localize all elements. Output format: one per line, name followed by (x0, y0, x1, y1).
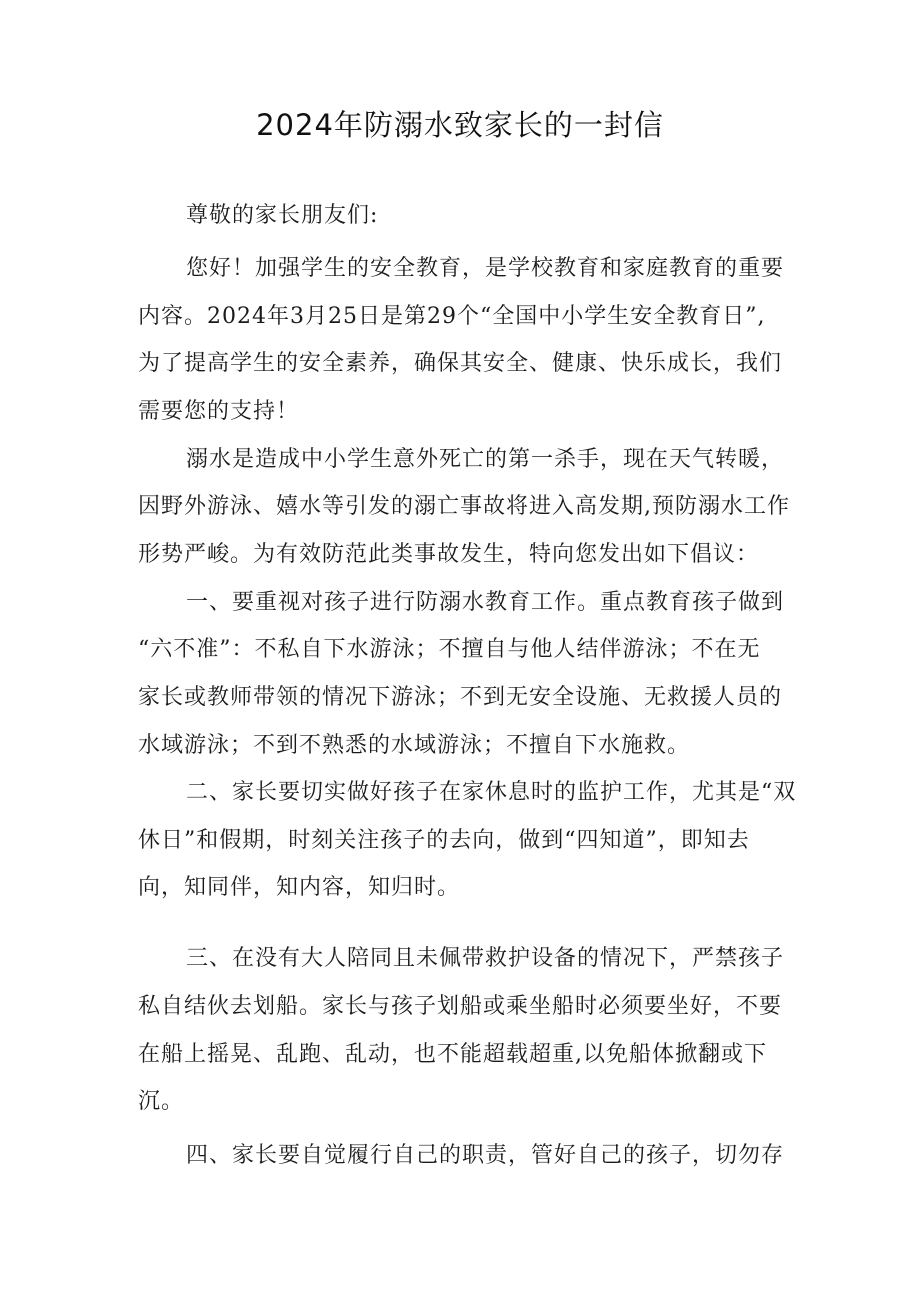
paragraph-line: 三、在没有大人陪同且未佩带救护设备的情况下，严禁孩子 (186, 946, 785, 971)
paragraph-line: 在船上摇晃、乱跑、乱动，也不能超载超重,以免船体掀翻或下 (138, 1042, 767, 1067)
paragraph-line: 向，知同伴，知内容，知归时。 (138, 875, 461, 900)
paragraph-line: 四、家长要自觉履行自己的职责，管好自己的孩子，切勿存 (186, 1143, 785, 1168)
document-title: 2024年防溺水致家长的一封信 (256, 108, 664, 142)
paragraph-line: 水域游泳；不到不熟悉的水域游泳；不擅自下水施救。 (138, 733, 691, 758)
paragraph-line: 需要您的支持！ (138, 399, 300, 424)
paragraph-line: 您好！加强学生的安全教育，是学校教育和家庭教育的重要 (186, 256, 785, 281)
paragraph-line: 一、要重视对孩子进行防溺水教育工作。重点教育孩子做到 (186, 590, 785, 615)
paragraph-line: 私自结伙去划船。家长与孩子划船或乘坐船时必须要坐好，不要 (138, 994, 783, 1019)
paragraph-line: 沉。 (138, 1089, 185, 1114)
paragraph-line: 形势严峻。为有效防范此类事故发生，特向您发出如下倡议： (138, 542, 760, 567)
paragraph-line: 为了提高学生的安全素养，确保其安全、健康、快乐成长，我们 (138, 351, 783, 376)
paragraph-line: 溺水是造成中小学生意外死亡的第一杀手，现在天气转暖， (186, 447, 785, 472)
paragraph-line: 因野外游泳、嬉水等引发的溺亡事故将进入高发期,预防溺水工作 (138, 494, 790, 519)
paragraph-line: 家长或教师带领的情况下游泳；不到无安全设施、无救援人员的 (138, 685, 783, 710)
salutation: 尊敬的家长朋友们: (186, 203, 379, 228)
paragraph-line: 内容。2024年3月25日是第29个“全国中小学生安全教育日”, (138, 304, 766, 329)
paragraph-line: 休日”和假期，时刻关注孩子的去向，做到“四知道”，即知去 (138, 828, 750, 853)
paragraph-line: 二、家长要切实做好孩子在家休息时的监护工作，尤其是“双 (186, 780, 797, 805)
paragraph-line: “六不准”：不私自下水游泳；不擅自与他人结伴游泳；不在无 (138, 637, 761, 662)
